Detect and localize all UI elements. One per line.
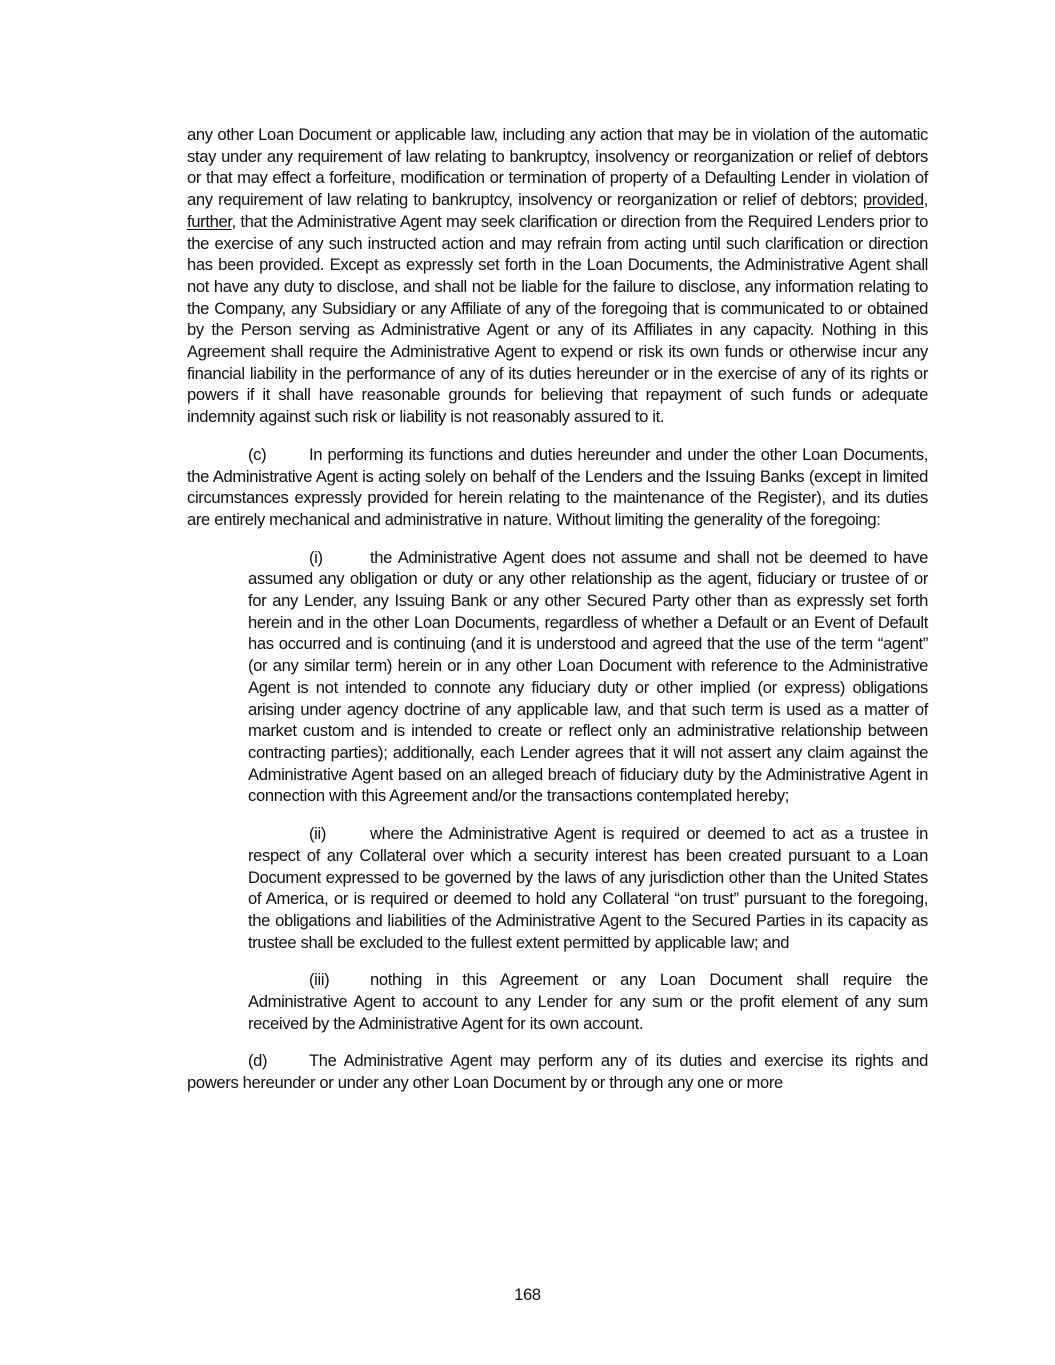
sub-item-ii-label: (ii) xyxy=(309,824,327,844)
paragraph-d-text: The Administrative Agent may perform any of its duties and exercise its rights and powers hereunder or under any other Loan Document by or through any one or more xyxy=(187,1051,928,1093)
paragraph-b-continued: any other Loan Document or applicable law, including any action that may be in violation of the automatic stay under any requirement of law relating to bankruptcy, insolvency or reorganization or relief of debtors or that may effect a forfeiture, modification or termination of property of a Defaulting Lender in violation of any requirement of law relating to bankruptcy, insolvency or reorganization or relief of debtors; provided, further, that the Administrative Agent may seek clarification or direction from the Required Lenders prior to the exercise of any such instructed action and may refrain from acting until such clarification or direction has been provided. Except as expressly set forth in the Loan Documents, the Administrative Agent shall not have any duty to disclose, and shall not be liable for the failure to disclose, any information relating to the Company, any Subsidiary or any Affiliate of any of the foregoing that is communicated to or obtained by the Person serving as Administrative Agent or any of its Affiliates in any capacity. Nothing in this Agreement shall require the Administrative Agent to expend or risk its own funds or otherwise incur any financial liability in the performance of any of its duties hereunder or in the exercise of any of its rights or powers if it shall have reasonable grounds for believing that repayment of such funds or adequate indemnity against such risk or liability is not reasonably assured to it. xyxy=(187,125,928,427)
paragraph-d xyxy=(187,1050,928,1093)
sub-item-iii xyxy=(248,969,928,1034)
sub-item-ii xyxy=(248,823,928,953)
further-term: further xyxy=(187,211,232,231)
sub-item-i-label: (i) xyxy=(309,547,323,567)
paragraph-d-label: (d) xyxy=(248,1051,268,1071)
page-number: 168 xyxy=(514,1285,541,1304)
sub-item-i-text: the Administrative Agent does not assume and shall not be deemed to have assumed any obligation or duty or any other relationship as the agent, fiduciary or trustee of or for any Lender, any Issuing Bank or any other Secured Party other than as expressly set forth herein and in the other Loan Documents, regardless of whether a Default or an Event of Default has occurred and is continuing (and it is understood and agreed that the use of the term “agent” (or any similar term) herein or in any other Loan Document with reference to the Administrative Agent is not intended to connote any fiduciary duty or other implied (or express) obligations arising under agency doctrine of any applicable law, and that such term is used as a matter of market custom and is intended to create or reflect only an administrative relationship between contracting parties); additionally, each Lender agrees that it will not assert any claim against the Administrative Agent based on an alleged breach of fiduciary duty by the Administrative Agent in connection with this Agreement and/or the transactions contemplated hereby; xyxy=(248,547,928,806)
paragraph-c xyxy=(187,444,928,531)
sub-item-iii-text: nothing in this Agreement or any Loan Document shall require the Administrative Agent to account to any Lender for any sum or the profit element of any sum received by the Administrative Agent for its own account. xyxy=(248,970,928,1033)
sub-item-ii-text: where the Administrative Agent is required or deemed to act as a trustee in respect of any Collateral over which a security interest has been created pursuant to a Loan Document expressed to be governed by the laws of any jurisdiction other than the United States of America, or is required or deemed to hold any Collateral “on trust” pursuant to the foregoing, the obligations and liabilities of the Administrative Agent to the Secured Parties in its capacity as trustee shall be excluded to the fullest extent permitted by applicable law; and xyxy=(248,824,928,952)
sub-item-iii-label: (iii) xyxy=(309,970,330,990)
paragraph-b-text-part1: any other Loan Document or applicable law, including any action that may be in violation of the automatic stay under any requirement of law relating to bankruptcy, insolvency or reorganization or relief of debtors or that may effect a forfeiture, modification or termination of property of a Defaulting Lender in violation of any requirement of law relating to bankruptcy, insolvency or reorganization or relief of debtors; xyxy=(187,125,928,210)
paragraph-c-label: (c) xyxy=(248,444,267,464)
sub-item-i xyxy=(248,547,928,807)
document-body xyxy=(187,124,928,1094)
paragraph-b-text-part2: , that the Administrative Agent may seek clarification or direction from the Required Lenders prior to the exercise of any such instructed action and may refrain from acting until such clarification or direction has been provided. Except as expressly set forth in the Loan Documents, the Administrative Agent shall not have any duty to disclose, and shall not be liable for the failure to disclose, any information relating to the Company, any Subsidiary or any Affiliate of any of the foregoing that is communicated to or obtained by the Person serving as Administrative Agent or any of its Affiliates in any capacity. Nothing in this Agreement shall require the Administrative Agent to expend or risk its own funds or otherwise incur any financial liability in the performance of any of its duties hereunder or in the exercise of any of its rights or powers if it shall have reasonable grounds for believing that repayment of such funds or adequate indemnity against such risk or liability is not reasonably assured to it. xyxy=(187,211,928,427)
paragraph-c-text: In performing its functions and duties hereunder and under the other Loan Documents, the Administrative Agent is acting solely on behalf of the Lenders and the Issuing Banks (except in limited circumstances expressly provided for herein relating to the maintenance of the Register), and its duties are entirely mechanical and administrative in nature. Without limiting the generality of the foregoing: xyxy=(187,444,928,529)
provided-term: provided xyxy=(862,190,924,210)
